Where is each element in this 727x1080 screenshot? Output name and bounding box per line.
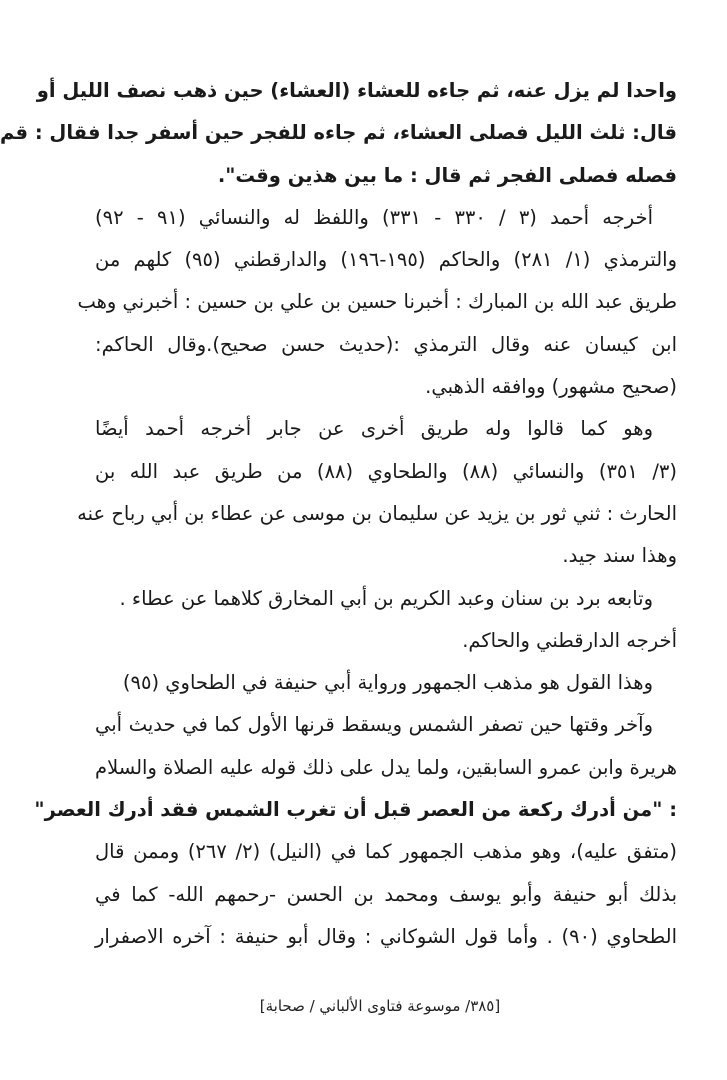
text-line-5: والترمذي (١/ ٢٨١) والحاكم (١٩٥-١٩٦) والدارقطني (٩٥) كلهم من [95,248,677,272]
text-line-14: أخرجه الدارقطني والحاكم. [462,628,677,652]
text-line-16: وآخر وقتها حين تصفر الشمس ويسقط قرنها الأول كما في حديث أبي [95,713,653,737]
text-line-9: وهو كما قالوا وله طريق أخرى عن جابر أخرجه أحمد أيضًا [95,417,653,441]
text-line-2: قال: ثلث الليل فصلى العشاء، ثم جاءه للفجر حين أسفر جدا فقال : قم [0,121,677,145]
text-line-15: وهذا القول هو مذهب الجمهور ورواية أبي حنيفة في الطحاوي (٩٥) [122,671,653,695]
text-line-12: وهذا سند جيد. [562,544,677,568]
text-line-21: الطحاوي (٩٠) . وأما قول الشوكاني : وقال أبو حنيفة : آخره الاصفرار [95,924,678,948]
text-line-10: (٣/ ٣٥١) والنسائي (٨٨) والطحاوي (٨٨) من طريق عبد الله بن [95,459,677,483]
page-footer: [٣٨٥/ موسوعة فتاوى الألباني / صحابة] [259,997,501,1015]
text-line-19: (متفق عليه)، وهو مذهب الجمهور كما في (النيل) (٢/ ٢٦٧) وممن قال [95,840,677,864]
page-body [0,70,678,958]
text-line-3: فصله فصلى الفجر ثم قال : ما بين هذين وقت". [217,163,677,187]
text-line-13: وتابعه برد بن سنان وعبد الكريم بن أبي المخارق كلاهما عن عطاء . [119,586,653,610]
text-line-8: (صحيح مشهور) ووافقه الذهبي. [425,375,677,399]
text-line-1: واحدا لم يزل عنه، ثم جاءه للعشاء (العشاء) حين ذهب نصف الليل أو [36,79,677,102]
text-line-18: : "من أدرك ركعة من العصر قبل أن تغرب الشمس فقد أدرك العصر" [34,798,677,822]
text-line-7: ابن كيسان عنه وقال الترمذي :(حديث حسن صحيح).وقال الحاكم: [95,332,677,356]
text-line-11: الحارث : ثني ثور بن يزيد عن سليمان بن موسى عن عطاء بن أبي رباح عنه [77,501,677,525]
text-line-6: طريق عبد الله بن المبارك : أخبرنا حسين بن علي بن حسين : أخبرني وهب [77,290,677,314]
text-line-20: بذلك أبو حنيفة وأبو يوسف ومحمد بن الحسن -رحمهم الله- كما في [95,882,677,906]
text-line-17: هريرة وابن عمرو السابقين، ولما يدل على ذلك قوله عليه الصلاة والسلام [95,755,677,779]
text-line-4: أخرجه أحمد (٣ / ٣٣٠ - ٣٣١) واللفظ له والنسائي (٩١ - ٩٢) [95,205,654,229]
